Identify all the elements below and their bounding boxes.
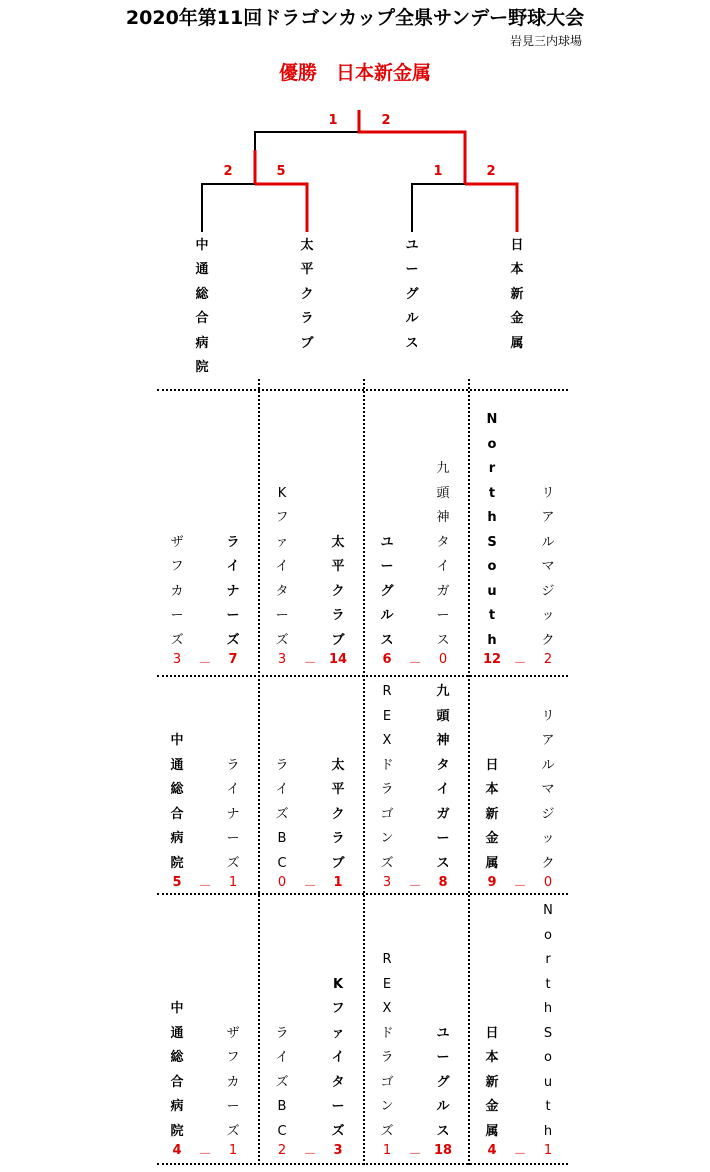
- team-name-vertical: 中 通 総 合 病 院: [170, 1001, 184, 1139]
- score-left: 4: [172, 1143, 182, 1158]
- score-right: 18: [433, 1143, 453, 1158]
- team-name-vertical: 九 頭 神 タ イ ガ ー ス: [436, 461, 450, 648]
- team-name-vertical: ユ ー グ ル ス: [380, 534, 394, 648]
- team-name-vertical: ザ フ カ ー ズ: [226, 1025, 240, 1139]
- team-name-vertical: R E X ド ラ ゴ ン ズ: [380, 684, 394, 871]
- team-name-vertical: ラ イ ズ B C: [275, 1025, 289, 1139]
- team-name-vertical: 日 本 新 金 属: [485, 1025, 499, 1139]
- bracket-team: ユ ー グ ル ス: [405, 238, 419, 351]
- score-right: 8: [438, 875, 448, 890]
- team-name-vertical: K フ ァ イ タ ー ズ: [331, 976, 345, 1139]
- team-name-vertical: 中 通 総 合 病 院: [170, 733, 184, 871]
- bracket-line: [412, 184, 465, 232]
- grid-divider: [258, 379, 260, 1165]
- score-left: 9: [487, 875, 497, 890]
- score-right: 7: [228, 652, 238, 667]
- score-right: 0: [438, 652, 448, 667]
- score-left: 0: [277, 875, 287, 890]
- semi-score: 2: [486, 164, 496, 179]
- score-left: 5: [172, 875, 182, 890]
- score-left: 6: [382, 652, 392, 667]
- score-dash: －: [408, 656, 422, 671]
- team-name-vertical: リ ア ル マ ジ ッ ク: [541, 485, 555, 648]
- team-name-vertical: K フ ァ イ タ ー ズ: [275, 485, 289, 648]
- score-dash: －: [303, 656, 317, 671]
- score-dash: －: [513, 1147, 527, 1162]
- score-left: 12: [482, 652, 502, 667]
- semi-score: 2: [223, 164, 233, 179]
- score-dash: －: [303, 879, 317, 894]
- score-right: 1: [228, 875, 238, 890]
- score-right: 2: [543, 652, 553, 667]
- team-name-vertical: ザ フ カ ー ズ: [170, 534, 184, 648]
- score-dash: －: [513, 656, 527, 671]
- team-name-vertical: R E X ド ラ ゴ ン ズ: [380, 952, 394, 1139]
- team-name-vertical: ラ イ ズ B C: [275, 757, 289, 871]
- bracket-team: 太 平 ク ラ ブ: [300, 238, 314, 351]
- team-name-vertical: リ ア ル マ ジ ッ ク: [541, 708, 555, 871]
- team-name-vertical: N o r t h S o u t h: [543, 903, 553, 1139]
- semi-score: 5: [276, 164, 286, 179]
- score-right: 1: [543, 1143, 553, 1158]
- venue-label: 岩見三内球場: [510, 34, 583, 48]
- semi-score: 1: [433, 164, 443, 179]
- score-left: 3: [277, 652, 287, 667]
- team-name-vertical: 九 頭 神 タ イ ガ ー ス: [436, 684, 450, 871]
- grid-divider: [363, 379, 365, 1165]
- tournament-bracket: [0, 0, 710, 400]
- score-left: 3: [382, 875, 392, 890]
- score-right: 14: [328, 652, 348, 667]
- team-name-vertical: 太 平 ク ラ ブ: [331, 534, 345, 648]
- score-left: 4: [487, 1143, 497, 1158]
- score-dash: －: [198, 879, 212, 894]
- team-name-vertical: ラ イ ナ ー ズ: [226, 757, 240, 871]
- bracket-line: [465, 184, 517, 232]
- team-name-vertical: 太 平 ク ラ ブ: [331, 757, 345, 871]
- score-dash: －: [408, 1147, 422, 1162]
- final-score-right: 2: [381, 113, 391, 128]
- page-title: 2020年第11回ドラゴンカップ全県サンデー野球大会: [125, 7, 585, 29]
- score-dash: －: [513, 879, 527, 894]
- final-score-left: 1: [328, 113, 338, 128]
- bracket-team: 中 通 総 合 病 院: [195, 238, 209, 376]
- bracket-line: [255, 184, 307, 232]
- score-dash: －: [198, 656, 212, 671]
- bracket-line: [202, 184, 255, 232]
- grid-divider: [468, 379, 470, 1165]
- score-left: 3: [172, 652, 182, 667]
- score-right: 1: [333, 875, 343, 890]
- bracket-team: 日 本 新 金 属: [510, 238, 524, 351]
- champion-banner: 優勝 日本新金属: [278, 62, 431, 84]
- bracket-line: [359, 110, 465, 184]
- score-right: 0: [543, 875, 553, 890]
- score-left: 1: [382, 1143, 392, 1158]
- score-right: 1: [228, 1143, 238, 1158]
- score-left: 2: [277, 1143, 287, 1158]
- team-name-vertical: ラ イ ナ ー ズ: [226, 534, 240, 648]
- score-dash: －: [303, 1147, 317, 1162]
- team-name-vertical: ユ ー グ ル ス: [436, 1025, 450, 1139]
- score-dash: －: [408, 879, 422, 894]
- team-name-vertical: N o r t h S o u t h: [486, 412, 498, 648]
- score-dash: －: [198, 1147, 212, 1162]
- score-right: 3: [333, 1143, 343, 1158]
- team-name-vertical: 日 本 新 金 属: [485, 757, 499, 871]
